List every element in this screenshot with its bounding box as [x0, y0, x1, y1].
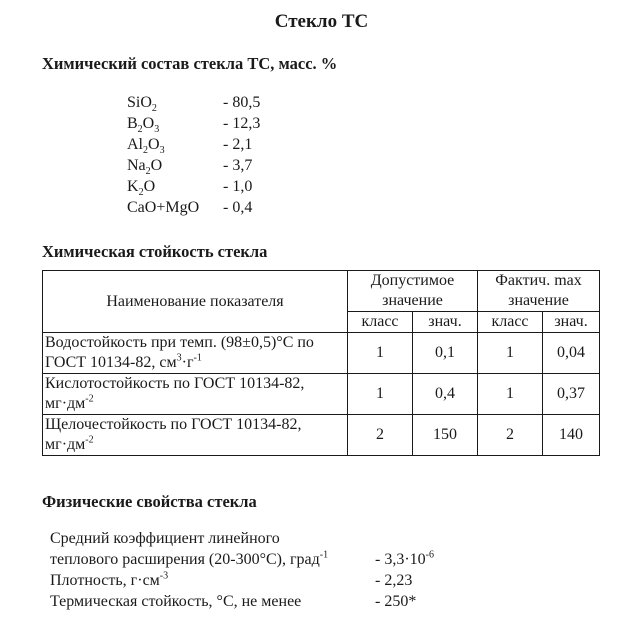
oxide-formula: CaO+MgO — [127, 199, 200, 216]
column-group-allowed-value: Допустимое значение — [348, 271, 478, 312]
column-header-indicator-name: Наименование показателя — [43, 271, 348, 333]
physical-heading: Физические свойства стекла — [42, 492, 257, 511]
indicator-name: Щелочестойкость по ГОСТ 10134-82, $мг\cdot дм^{-2}$ — [43, 415, 348, 456]
property-row — [50, 528, 601, 570]
column-group-actual-max-value: Фактич. max значение — [478, 271, 600, 312]
property-label: Плотность, $г\cdot см^{-3}$ — [50, 570, 169, 589]
composition-item — [127, 134, 601, 155]
composition-item — [127, 155, 601, 176]
indicator-value: 0,04 — [543, 333, 600, 374]
subcolumn-header-class: класс — [478, 312, 543, 333]
oxide-percentage: - 0,4 — [223, 199, 253, 216]
composition-item — [127, 176, 601, 197]
page-title: Стекло ТС — [274, 11, 369, 32]
composition-item — [127, 197, 601, 218]
oxide-percentage: - 3,7 — [223, 157, 253, 174]
property-label: Термическая стойкость, °С, не менее — [50, 593, 302, 610]
composition-list — [127, 92, 601, 218]
indicator-name: Кислотостойкость по ГОСТ 10134-82, $мг\cdot дм^{-2}$ — [43, 374, 348, 415]
oxide-percentage: - 80,5 — [223, 94, 261, 111]
property-label: Средний коэффициент линейного теплового расширения (20-300°С), град$^{-1}$ — [50, 530, 329, 568]
oxide-percentage: - 2,1 — [223, 136, 253, 153]
indicator-value: 140 — [543, 415, 600, 456]
subcolumn-header-class: класс — [348, 312, 413, 333]
property-row — [50, 570, 601, 591]
property-value: - 250* — [375, 593, 417, 610]
property-row — [50, 591, 601, 612]
indicator-value: 0,1 — [413, 333, 478, 374]
physical-list — [50, 528, 601, 612]
property-value: - 2,23 — [375, 572, 413, 589]
table-row — [43, 415, 600, 456]
table-row — [43, 374, 600, 415]
indicator-name: Водостойкость при темп. (98±0,5)°С по ГОСТ 10134-82, $см^3\cdot г^{-1}$ — [43, 333, 348, 374]
oxide-percentage: - 1,0 — [223, 178, 253, 195]
indicator-value: 2 — [348, 415, 413, 456]
composition-item — [127, 113, 601, 134]
oxide-percentage: - 12,3 — [223, 115, 261, 132]
indicator-value: 1 — [478, 374, 543, 415]
indicator-value: 0,4 — [413, 374, 478, 415]
oxide-formula: SiO$_2$ — [127, 94, 157, 115]
property-value: - $3,3\cdot 10^{-6}$ — [375, 549, 434, 568]
durability-heading: Химическая стойкость стекла — [42, 242, 268, 261]
oxide-formula: $B_2O_3$ — [127, 115, 160, 136]
subcolumn-header-value: знач. — [413, 312, 478, 333]
indicator-value: 2 — [478, 415, 543, 456]
table-row — [43, 333, 600, 374]
indicator-value: 0,37 — [543, 374, 600, 415]
oxide-formula: $Al_2O_3$ — [127, 136, 165, 157]
indicator-value: 1 — [348, 374, 413, 415]
table-header-row-groups — [43, 271, 600, 312]
subcolumn-header-value: знач. — [543, 312, 600, 333]
durability-table-body — [43, 333, 600, 456]
indicator-value: 1 — [348, 333, 413, 374]
oxide-formula: $K_2O$ — [127, 178, 156, 199]
indicator-value: 150 — [413, 415, 478, 456]
oxide-formula: $Na_2O$ — [127, 157, 163, 178]
composition-heading: Химический состав стекла ТС, масс. % — [42, 54, 338, 73]
composition-item — [127, 92, 601, 113]
indicator-value: 1 — [478, 333, 543, 374]
durability-table — [42, 270, 600, 456]
